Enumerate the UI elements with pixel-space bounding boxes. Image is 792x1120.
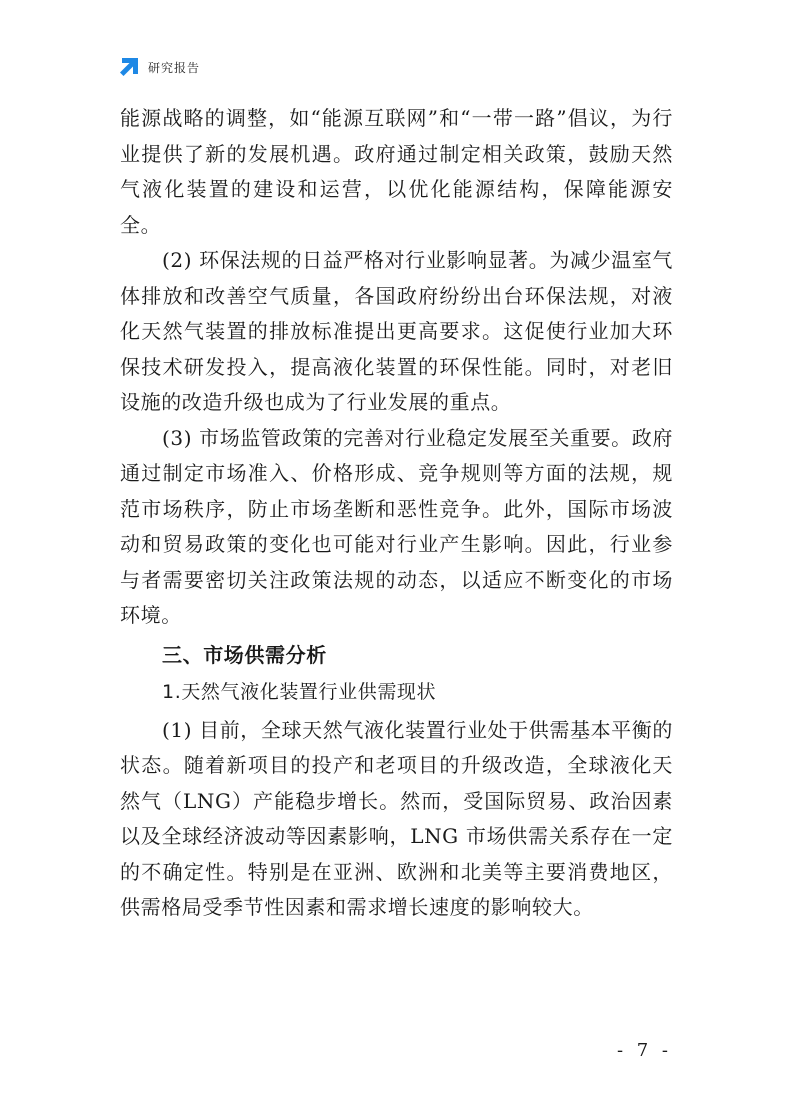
arrow-up-right-icon	[118, 56, 140, 78]
paragraph-supply-demand: (1) 目前，全球天然气液化装置行业处于供需基本平衡的状态。随着新项目的投产和老项目的升级改造，全球液化天然气（LNG）产能稳步增长。然而，受国际贸易、政治因素以及全球经济波动等因素影响，LNG 市场供需关系存在一定的不确定性。特别是在亚洲、欧洲和北美等主要消费地区，供需格局受季节性因素和需求增长速度的影响较大。	[120, 717, 673, 919]
section-heading: 三、市场供需分析	[162, 642, 327, 667]
paragraph-energy-strategy: 能源战略的调整，如“能源互联网”和“一带一路”倡议，为行业提供了新的发展机遇。政府通过制定相关政策，鼓励天然气液化装置的建设和运营，以优化能源结构，保障能源安全。	[120, 106, 673, 237]
subsection-heading: 1.天然气液化装置行业供需现状	[162, 681, 437, 703]
paragraph-market-regulation: (3) 市场监管政策的完善对行业稳定发展至关重要。政府通过制定市场准入、价格形成、竞争规则等方面的法规，规范市场秩序，防止市场垄断和恶性竞争。此外，国际市场波动和贸易政策的变化也可能对行业产生影响。因此，行业参与者需要密切关注政策法规的动态，以适应不断变化的市场环境。	[120, 425, 673, 627]
header-label: 研究报告	[148, 60, 201, 75]
report-header	[118, 56, 200, 78]
document-body	[120, 101, 673, 926]
page-number: - 7 -	[616, 1040, 672, 1061]
paragraph-environmental-regulations: (2) 环保法规的日益严格对行业影响显著。为减少温室气体排放和改善空气质量，各国政府纷纷出台环保法规，对液化天然气装置的排放标准提出更高要求。这促使行业加大环保技术研发投入，提高液化装置的环保性能。同时，对老旧设施的改造升级也成为了行业发展的重点。	[120, 248, 673, 414]
